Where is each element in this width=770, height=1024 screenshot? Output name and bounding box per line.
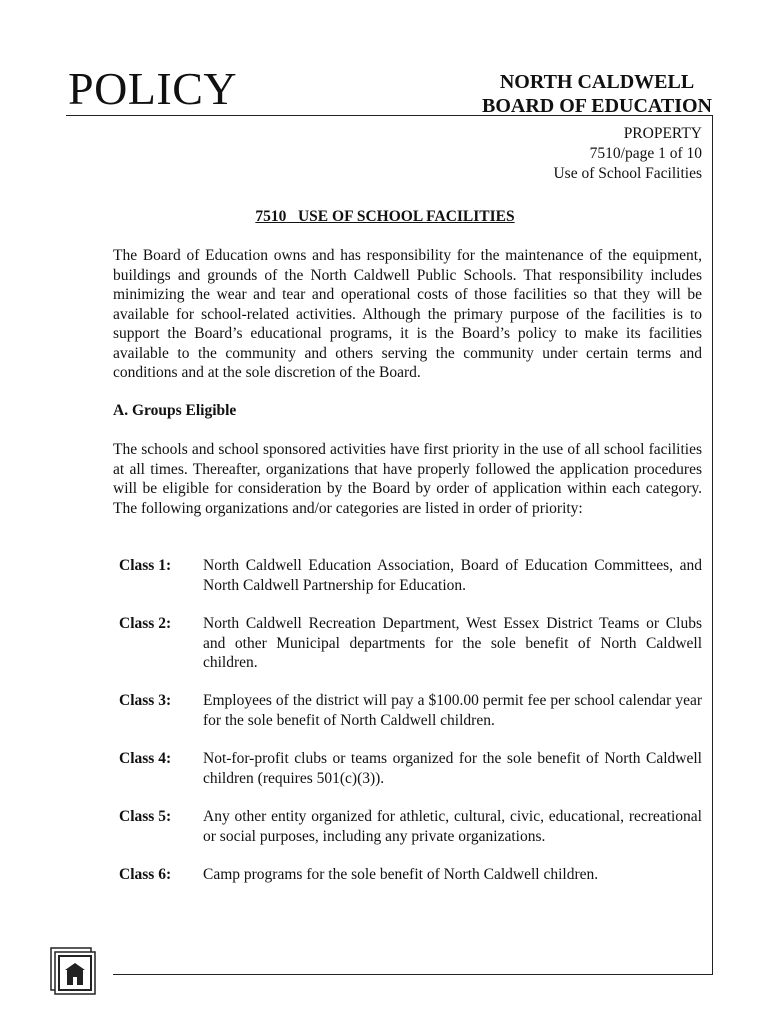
section-a-paragraph: The schools and school sponsored activities have first priority in the use of all school facilities at all times. Thereafter, organizations that have properly followed the application procedures will be eligible for consideration by the Board by order of application within each category. The following organizations and/or categories are listed in order of priority: xyxy=(113,441,702,517)
class-label: Class 5: xyxy=(119,808,172,825)
class-description: Employees of the district will pay a $100.00 permit fee per school calendar year for the sole benefit of North Caldwell children. xyxy=(203,692,702,729)
class-description: Any other entity organized for athletic, cultural, civic, educational, recreational or social purposes, including any private organizations. xyxy=(203,808,702,845)
class-description: Not-for-profit clubs or teams organized for the sole benefit of North Caldwell children (requires 501(c)(3)). xyxy=(203,750,702,787)
class-item xyxy=(119,614,702,673)
policy-title-text: USE OF SCHOOL FACILITIES xyxy=(297,208,515,225)
policy-meta xyxy=(553,124,702,184)
class-description: North Caldwell Recreation Department, West Essex District Teams or Clubs and other Municipal departments for the sole benefit of North Caldwell children. xyxy=(203,615,702,671)
class-item xyxy=(119,749,702,788)
board-logo-icon xyxy=(50,947,96,995)
class-description: Camp programs for the sole benefit of North Caldwell children. xyxy=(203,866,599,883)
page-frame xyxy=(66,115,713,975)
policy-heading: POLICY xyxy=(68,63,238,114)
class-item xyxy=(119,556,702,595)
document-title xyxy=(0,208,770,226)
class-item xyxy=(119,807,702,846)
section-a-heading: A. Groups Eligible xyxy=(113,402,237,419)
district-line-2: BOARD OF EDUCATION xyxy=(481,95,712,117)
policy-subject: Use of School Facilities xyxy=(553,165,702,182)
class-label: Class 6: xyxy=(119,866,172,883)
page-reference: 7510/page 1 of 10 xyxy=(589,145,702,162)
class-label: Class 3: xyxy=(119,692,172,709)
intro-paragraph: The Board of Education owns and has responsibility for the maintenance of the equipment, buildings and grounds of the North Caldwell Public Schools. That responsibility includes minimizing the wear and tear and operational costs of those facilities so that they will be available for school-related activities. Although the primary purpose of the facilities is to support the Board’s educational programs, it is the Board’s policy to make its facilities available to the community and others serving the community under certain terms and conditions and at the sole discretion of the Board. xyxy=(113,247,702,381)
policy-number: 7510 xyxy=(255,208,287,225)
district-line-1: NORTH CALDWELL xyxy=(499,71,695,93)
policy-category: PROPERTY xyxy=(623,125,702,142)
class-item xyxy=(119,865,702,885)
class-label: Class 2: xyxy=(119,615,172,632)
class-label: Class 4: xyxy=(119,750,172,767)
bottom-rule xyxy=(113,974,713,975)
district-name xyxy=(482,70,712,118)
class-label: Class 1: xyxy=(119,557,172,574)
class-item xyxy=(119,691,702,730)
class-description: North Caldwell Education Association, Board of Education Committees, and North Caldwell Partnership for Education. xyxy=(203,557,702,594)
